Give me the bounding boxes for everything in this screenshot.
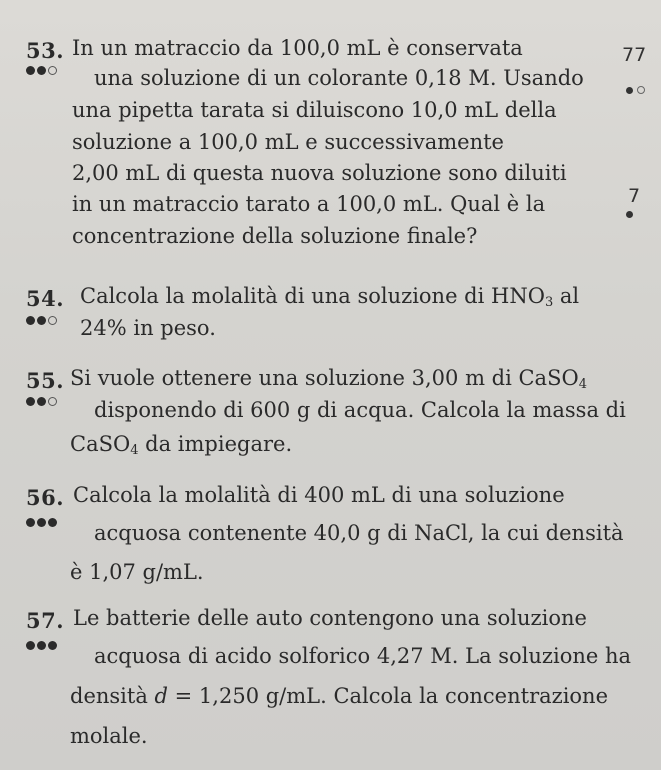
difficulty-dot-filled <box>48 518 57 527</box>
difficulty-dot-filled <box>37 66 46 75</box>
exercise-line: 2,00 mL di questa nuova soluzione sono diluiti <box>72 161 567 185</box>
difficulty-dot-filled <box>26 641 35 650</box>
exercise-number: 56. <box>26 485 65 510</box>
exercise-line: Calcola la molalità di una soluzione di $HNO_3$ al <box>80 284 580 310</box>
difficulty-indicator <box>26 641 57 650</box>
exercise-line: molale. <box>70 724 148 748</box>
exercise-line: 24% in peso. <box>80 316 216 340</box>
margin-mark-top: 77 <box>622 44 647 66</box>
exercise-line: Le batterie delle auto contengono una soluzione <box>73 606 587 630</box>
exercise-line: una pipetta tarata si diluiscono 10,0 mL della <box>72 98 557 122</box>
exercise-line: è 1,07 g/mL. <box>70 560 204 584</box>
difficulty-indicator <box>26 316 57 325</box>
exercise-line: acquosa contenente 40,0 g di NaCl, la cui densità <box>94 521 624 545</box>
exercise-line: soluzione a 100,0 mL e successivamente <box>72 130 504 154</box>
difficulty-dot-empty <box>48 397 57 406</box>
exercise-line: Si vuole ottenere una soluzione 3,00 m di CaSO$_4$ <box>70 366 587 392</box>
exercise-line: CaSO$_4$ da impiegare. <box>70 432 293 458</box>
exercise-number: 54. <box>26 286 65 311</box>
exercise-line: acquosa di acido solforico 4,27 M. La soluzione ha <box>94 644 632 668</box>
difficulty-dot-filled <box>37 316 46 325</box>
margin-mark-middle: 7 <box>628 185 641 207</box>
exercise-number: 57. <box>26 608 65 633</box>
exercise-number: 55. <box>26 368 65 393</box>
margin-ring <box>637 86 645 94</box>
difficulty-dot-filled <box>37 518 46 527</box>
difficulty-indicator <box>26 518 57 527</box>
exercise-line: concentrazione della soluzione finale? <box>72 224 478 248</box>
exercise-line: in un matraccio tarato a 100,0 mL. Qual è la <box>72 192 546 216</box>
difficulty-dot-filled <box>37 641 46 650</box>
difficulty-indicator <box>26 66 57 75</box>
margin-dot-2 <box>626 211 633 218</box>
exercise-line: una soluzione di un colorante 0,18 M. Usando <box>94 66 584 90</box>
difficulty-dot-empty <box>48 66 57 75</box>
margin-dot <box>626 87 633 94</box>
exercise-line: Calcola la molalità di 400 mL di una soluzione <box>73 483 565 507</box>
difficulty-dot-filled <box>48 641 57 650</box>
exercise-line: In un matraccio da 100,0 mL è conservata <box>72 36 523 60</box>
exercise-line: disponendo di 600 g di acqua. Calcola la massa di <box>94 398 626 422</box>
difficulty-dot-filled <box>26 316 35 325</box>
exercise-number: 53. <box>26 38 65 63</box>
difficulty-dot-filled <box>37 397 46 406</box>
difficulty-dot-filled <box>26 397 35 406</box>
difficulty-dot-empty <box>48 316 57 325</box>
difficulty-dot-filled <box>26 66 35 75</box>
difficulty-dot-filled <box>26 518 35 527</box>
exercise-line: densità d = 1,250 g/mL. Calcola la concentrazione <box>70 684 608 708</box>
difficulty-indicator <box>26 397 57 406</box>
